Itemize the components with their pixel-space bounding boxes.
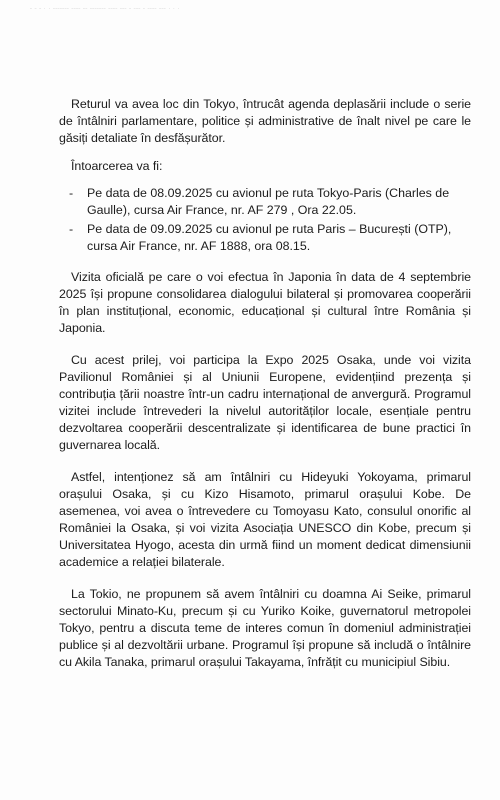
flight-list (59, 185, 471, 255)
scan-header-line: — — — · · ——————— ———— —— ——————— ———— ——— — ——— — ———— ——— · · · (30, 6, 180, 10)
paragraph-visit-purpose: Vizita oficială pe care o voi efectua în Japonia în data de 4 septembrie 2025 își propune consolidarea dialogului bilateral și promovarea cooperării în plan instituțional, economic, educațional și cultural între România și Japonia. (59, 270, 471, 335)
flight-text: Pe data de 08.09.2025 cu avionul pe ruta Tokyo-Paris (Charles de Gaulle), cursa Air France, nr. AF 279 , Ora 22.05. (87, 186, 450, 217)
bullet-dash: - (69, 186, 74, 200)
paragraph-expo-osaka: Cu acest prilej, voi participa la Expo 2025 Osaka, unde voi vizita Pavilionul României și al Uniunii Europene, evidențiind prezența și contribuția țării noastre într-un cadru internațional de anvergură. Programul vizitei include întrevederi la nivelul autorităților locale, esențiale pentru dezvoltarea cooperării descentralizate și identificarea de bune practici în guvernarea locală. (59, 353, 471, 452)
list-item-flight-2 (59, 221, 471, 255)
paragraph-return-intro: Returul va avea loc din Tokyo, întrucât agenda deplasării include o serie de întâlniri parlamentare, politice și administrative de înalt nivel pe care le găsiți detaliate în desfășurător. (59, 97, 471, 145)
bullet-dash: - (69, 222, 74, 236)
list-item-flight-1 (59, 185, 471, 219)
paragraph-osaka-kobe-meetings: Astfel, intenționez să am întâlniri cu Hideyuki Yokoyama, primarul orașului Osaka, și cu Kizo Hisamoto, primarul orașului Kobe. De asemenea, voi avea o întrevedere cu Tomoyasu Kato, consulul onorific al României la Osaka, și voi vizita Asociația UNESCO din Kobe, precum și Universitatea Hyogo, acesta din urmă fiind un moment dedicat dimensiunii academice a relației bilaterale. (59, 470, 471, 569)
paragraph-tokyo-meetings: La Tokio, ne propunem să avem întâlniri cu doamna Ai Seike, primarul sectorului Minato-Ku, precum și cu Yuriko Koike, guvernatorul metropolei Tokyo, pentru a discuta teme de interes comun în domeniul administrației publice și al dezvoltării urbane. Programul își propune să includă o întâlnire cu Akila Tanaka, primarul orașului Takayama, înfrățit cu municipiul Sibiu. (59, 587, 471, 669)
flight-text: Pe data de 09.09.2025 cu avionul pe ruta Paris – București (OTP), cursa Air France, nr. AF 1888, ora 08.15. (87, 222, 452, 253)
paragraph-return-heading: Întoarcerea va fi: (71, 159, 163, 173)
letter-body (59, 96, 471, 686)
